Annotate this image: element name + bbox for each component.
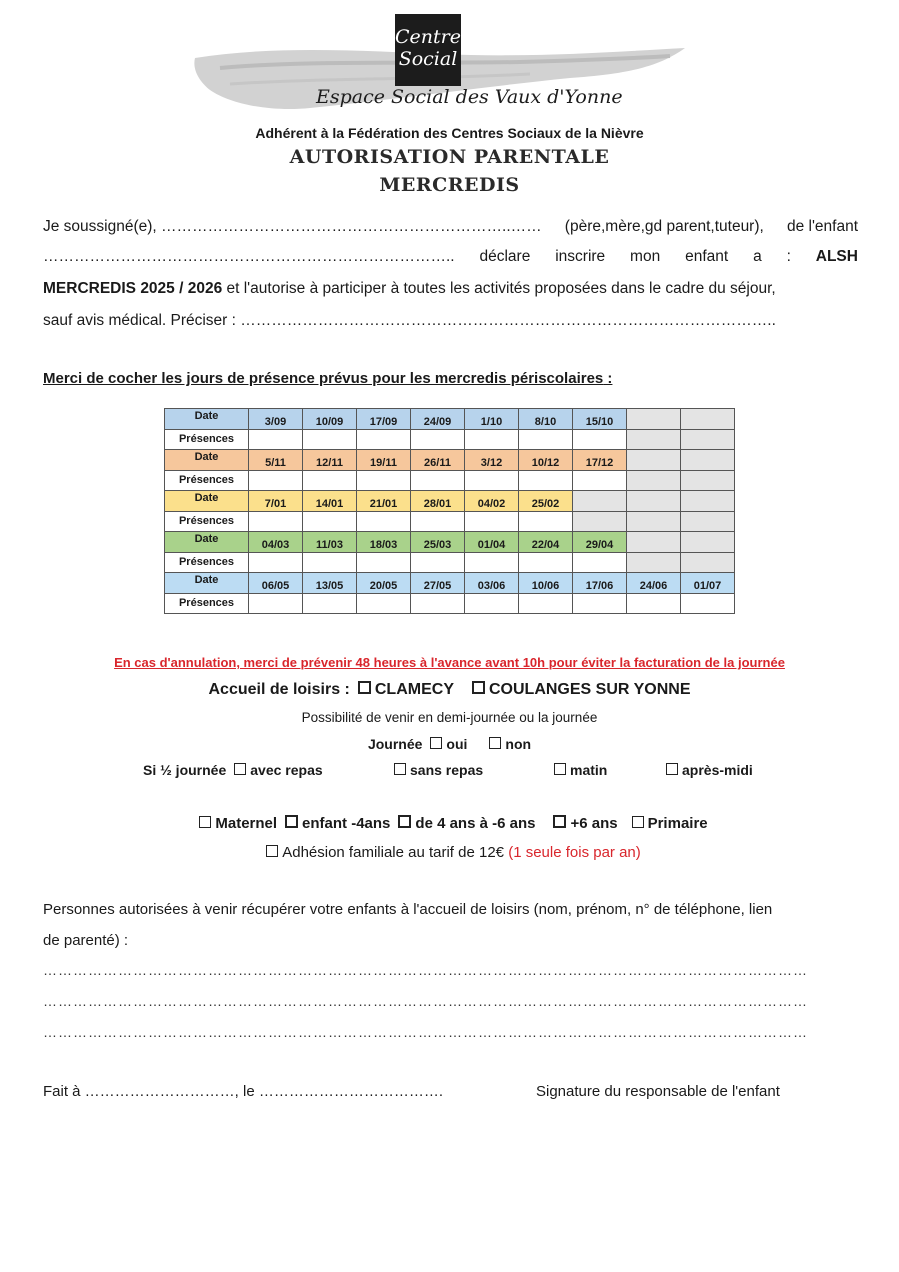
date-cell: 17/06 [573,573,627,594]
empty-date-cell [681,491,735,512]
date-cell: 25/03 [411,532,465,553]
persons-line-1: Personnes autorisées à venir récupérer votre enfants à l'accueil de loisirs (nom, prénom, n° de téléphone, lien [43,901,773,918]
le-label: le [238,1083,255,1100]
logo-box [395,14,461,86]
date-cell: 21/01 [357,491,411,512]
presence-cell[interactable] [249,511,303,532]
persons-fill-line[interactable]: ……………………………………………………………………………………………………………………………………… [43,1024,808,1040]
date-cell: 10/06 [519,573,573,594]
cancellation-warning: En cas d'annulation, merci de prévenir 48 heures à l'avance avant 10h pour éviter la facturation de la journée [114,655,785,670]
presence-label: Présences [165,552,249,573]
presence-cell[interactable] [357,593,411,614]
date-label: Date [165,573,249,594]
date-row [165,573,735,594]
intro-word: : [786,248,791,265]
opt-non: non [505,736,532,752]
journee-line [0,736,899,752]
checkbox-moins-4ans[interactable] [285,815,298,828]
child-fill-dots[interactable]: …………………………………………………………………….. [43,248,455,265]
possibility-text: Possibilité de venir en demi-journée ou la journée [301,710,598,725]
accueil-line [0,681,899,699]
intro-word: a [753,248,762,265]
presence-cell[interactable] [411,593,465,614]
date-cell: 29/04 [573,532,627,553]
presence-cell[interactable] [465,511,519,532]
presence-cell[interactable] [627,593,681,614]
age-line [0,815,899,832]
date-cell: 10/12 [519,450,573,471]
date-cell: 17/09 [357,409,411,430]
empty-presence-cell [627,470,681,491]
intro-text: Je soussigné(e), [43,218,157,235]
checkbox-primaire[interactable] [632,816,644,828]
accueil-label: Accueil de loisirs : [208,681,350,698]
instruction [43,370,612,387]
opt-maternel: Maternel [215,815,278,832]
demi-journee-line [143,762,323,778]
intro-word: enfant [685,248,729,265]
opt-oui: oui [446,736,468,752]
presence-cell[interactable] [519,429,573,450]
presence-row [165,552,735,573]
calendar-table [164,408,735,614]
date-cell: 24/06 [627,573,681,594]
date-cell: 24/09 [411,409,465,430]
presence-label: Présences [165,511,249,532]
date-label: Date [165,532,249,553]
intro-word: ALSH [815,248,858,265]
date-fill-dots[interactable]: ………………………………. [254,1083,444,1100]
presence-cell[interactable] [519,593,573,614]
empty-date-cell [681,532,735,553]
presence-cell[interactable] [411,511,465,532]
date-cell: 11/03 [303,532,357,553]
checkbox-non[interactable] [489,737,501,749]
empty-date-cell [627,450,681,471]
date-cell: 04/02 [465,491,519,512]
adhesion-note: (1 seule fois par an) [504,844,641,861]
presence-cell[interactable] [573,470,627,491]
date-cell: 28/01 [411,491,465,512]
logo-box-line1: Centre [395,26,461,48]
presence-cell[interactable] [411,429,465,450]
date-cell: 10/09 [303,409,357,430]
program-name: MERCREDIS 2025 / 2026 [43,280,223,297]
intro-line-2 [43,248,858,266]
date-cell: 17/12 [573,450,627,471]
presence-label: Présences [165,429,249,450]
date-label: Date [165,409,249,430]
empty-presence-cell [681,552,735,573]
date-row [165,532,735,553]
checkbox-oui[interactable] [430,737,442,749]
opt-moins-4ans: enfant -4ans [302,815,391,832]
empty-presence-cell [573,511,627,532]
empty-date-cell [627,409,681,430]
presence-cell[interactable] [357,470,411,491]
presence-row [165,511,735,532]
date-cell: 20/05 [357,573,411,594]
intro-line-1 [43,218,858,236]
date-cell: 18/03 [357,532,411,553]
checkbox-4-6ans[interactable] [398,815,411,828]
intro-line-3 [43,280,858,298]
presence-cell[interactable] [681,593,735,614]
date-cell: 12/11 [303,450,357,471]
journee-label: Journée [367,736,423,752]
presence-cell[interactable] [573,593,627,614]
empty-presence-cell [681,429,735,450]
demi-label: Si ½ journée [143,762,227,778]
instruction-colon: : [603,370,613,387]
date-cell: 01/07 [681,573,735,594]
opt-4-6ans: de 4 ans à -6 ans [415,815,536,832]
empty-date-cell [681,409,735,430]
presence-cell[interactable] [303,470,357,491]
checkbox-matin[interactable] [554,763,566,775]
name-fill-dots[interactable]: …………………………………………………………..…… [161,218,542,235]
opt-plus-6ans: +6 ans [570,815,618,832]
presence-cell[interactable] [303,511,357,532]
empty-presence-cell [627,429,681,450]
checkbox-coulanges[interactable] [472,681,485,694]
demi-option [386,762,483,778]
presence-label: Présences [165,470,249,491]
adhesion-line [0,844,899,861]
opt-avec-repas: avec repas [250,762,323,778]
presence-cell[interactable] [303,429,357,450]
empty-date-cell [627,491,681,512]
persons-line-2: de parenté) : [43,932,129,949]
checkbox-adhesion[interactable] [266,845,278,857]
empty-presence-cell [681,470,735,491]
presence-cell[interactable] [357,429,411,450]
presence-cell[interactable] [573,429,627,450]
date-row [165,450,735,471]
empty-date-cell [573,491,627,512]
opt-apres-midi: après-midi [682,762,753,778]
presence-cell[interactable] [249,552,303,573]
page-subtitle: MERCREDIS [379,174,520,196]
relation-text: (père,mère,gd parent,tuteur), [564,218,764,235]
presence-cell[interactable] [249,470,303,491]
intro-word: déclare [479,248,531,265]
checkbox-clamecy[interactable] [358,681,371,694]
demi-option [546,762,607,778]
date-cell: 13/05 [303,573,357,594]
presence-cell[interactable] [465,470,519,491]
opt-coulanges: COULANGES SUR YONNE [488,681,691,698]
empty-date-cell [681,450,735,471]
date-cell: 22/04 [519,532,573,553]
presence-cell[interactable] [519,511,573,532]
intro-text: de l'enfant [786,218,858,235]
presence-row [165,470,735,491]
date-label: Date [165,491,249,512]
presence-cell[interactable] [465,593,519,614]
logo [190,14,690,118]
presence-row [165,593,735,614]
checkbox-maternel[interactable] [199,816,211,828]
presence-row [165,429,735,450]
place-fill-dots[interactable]: …………………………, [80,1083,239,1100]
logo-box-line2: Social [398,48,458,70]
opt-clamecy: CLAMECY [374,681,454,698]
date-cell: 8/10 [519,409,573,430]
medical-fill-dots[interactable]: ………………………………………………………………………………………….. [235,312,776,329]
instruction-text: Merci de cocher les jours de présence prévus pour les mercredis périscolaires [43,370,604,387]
date-cell: 14/01 [303,491,357,512]
logo-subtitle: Espace Social des Vaux d'Yonne [316,86,623,108]
checkbox-apres-midi[interactable] [666,763,678,775]
presence-cell[interactable] [357,552,411,573]
date-cell: 03/06 [465,573,519,594]
date-row [165,409,735,430]
date-cell: 1/10 [465,409,519,430]
presence-cell[interactable] [519,552,573,573]
empty-date-cell [627,532,681,553]
checkbox-avec-repas[interactable] [234,763,246,775]
presence-cell[interactable] [411,470,465,491]
date-cell: 01/04 [465,532,519,553]
date-cell: 15/10 [573,409,627,430]
date-cell: 04/03 [249,532,303,553]
date-cell: 3/09 [249,409,303,430]
presence-cell[interactable] [249,429,303,450]
presence-cell[interactable] [411,552,465,573]
opt-matin: matin [570,762,608,778]
presence-cell[interactable] [573,552,627,573]
federation-line: Adhérent à la Fédération des Centres Sociaux de la Nièvre [255,125,644,141]
presence-cell[interactable] [249,593,303,614]
empty-presence-cell [627,552,681,573]
presence-cell[interactable] [465,552,519,573]
empty-presence-cell [627,511,681,532]
demi-option [658,762,753,778]
presence-cell[interactable] [519,470,573,491]
opt-sans-repas: sans repas [410,762,484,778]
fait-label: Fait à [43,1083,81,1100]
presence-cell[interactable] [303,552,357,573]
date-label: Date [165,450,249,471]
date-cell: 7/01 [249,491,303,512]
persons-fill-line[interactable]: ……………………………………………………………………………………………………………………………………… [43,962,808,978]
presence-cell[interactable] [465,429,519,450]
persons-fill-line[interactable]: ……………………………………………………………………………………………………………………………………… [43,993,808,1009]
date-cell: 19/11 [357,450,411,471]
date-cell: 3/12 [465,450,519,471]
date-cell: 25/02 [519,491,573,512]
intro-word: inscrire [555,248,606,265]
signature-label: Signature du responsable de l'enfant [536,1083,780,1100]
opt-primaire: Primaire [647,815,708,832]
adhesion-text: Adhésion familiale au tarif de 12€ [282,844,505,861]
presence-cell[interactable] [303,593,357,614]
empty-presence-cell [681,511,735,532]
checkbox-plus-6ans[interactable] [553,815,566,828]
date-cell: 5/11 [249,450,303,471]
intro-text: et l'autorise à participer à toutes les activités proposées dans le cadre du séjour, [222,280,776,297]
date-row [165,491,735,512]
date-cell: 27/05 [411,573,465,594]
page-title: AUTORISATION PARENTALE [289,146,610,168]
presence-cell[interactable] [357,511,411,532]
presence-label: Présences [165,593,249,614]
checkbox-sans-repas[interactable] [394,763,406,775]
date-cell: 06/05 [249,573,303,594]
date-cell: 26/11 [411,450,465,471]
intro-word: mon [630,248,661,265]
intro-line-4 [43,312,858,330]
intro-text: sauf avis médical. Préciser : [43,312,236,329]
